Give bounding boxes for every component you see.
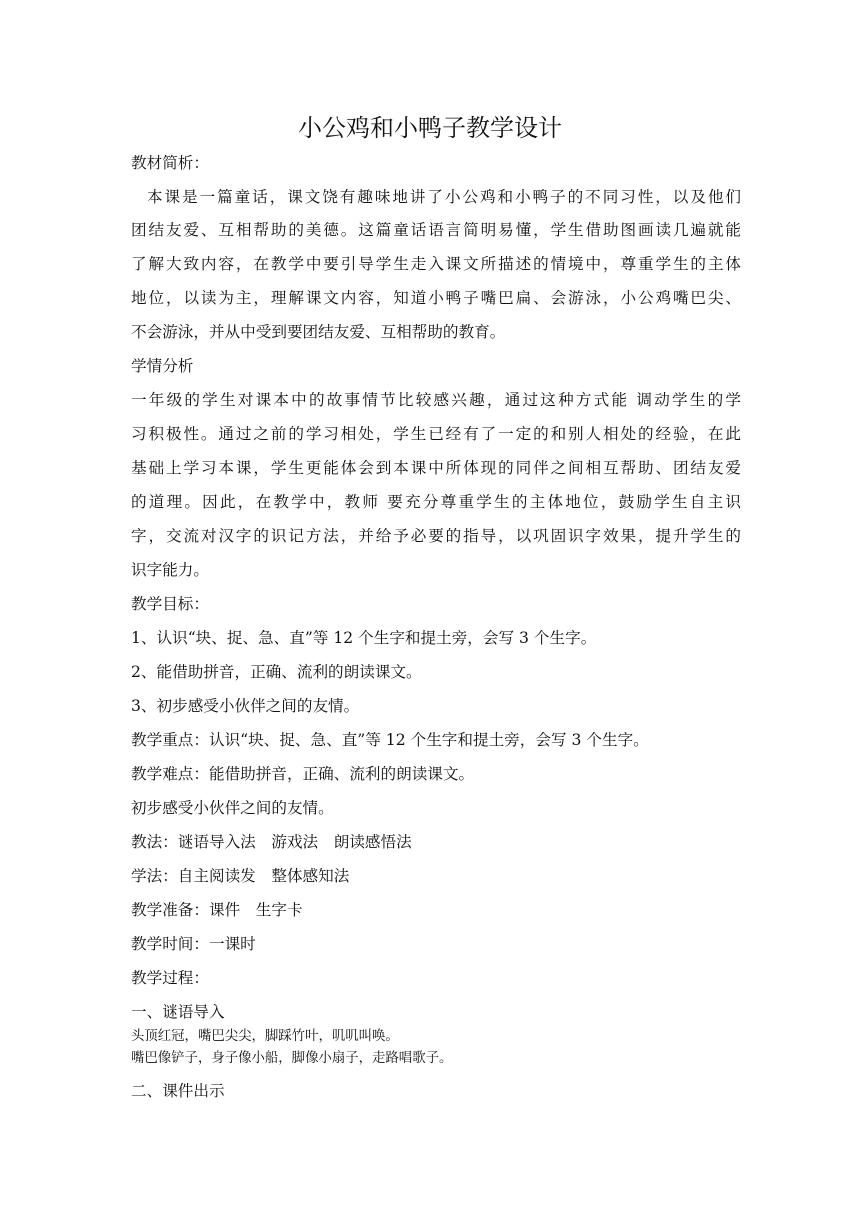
goal-item: 1、认识“块、捉、急、直”等 12 个生字和提土旁，会写 3 个生字。 — [131, 629, 597, 647]
difficulty: 教学难点：能借助拼音，正确、流利的朗读课文。 — [131, 765, 475, 783]
analysis-heading: 学情分析 — [131, 357, 194, 375]
goal-item: 2、能借助拼音，正确、流利的朗读课文。 — [131, 663, 422, 681]
material-line: 本课是一篇童话，课文饶有趣味地讲了小公鸡和小鸭子的不同习性，以及他们 — [147, 188, 741, 206]
analysis-line: 基础上学习本课，学生更能体会到本课中所体现的同伴之间相互帮助、团结友爱 — [131, 459, 741, 477]
key-point: 教学重点：认识“块、捉、急、直”等 12 个生字和提土旁，会写 3 个生字。 — [131, 731, 649, 749]
analysis-line: 一年级的学生对课本中的故事情节比较感兴趣，通过这种方式能 调动学生的学 — [131, 391, 741, 409]
riddle-line: 嘴巴像铲子，身子像小船，脚像小扇子，走路唱歌子。 — [131, 1051, 453, 1066]
difficulty-continued: 初步感受小伙伴之间的友情。 — [131, 799, 334, 817]
riddle-line: 头顶红冠，嘴巴尖尖，脚踩竹叶，叽叽叫唤。 — [131, 1029, 399, 1044]
analysis-line: 字，交流对汉字的识记方法，并给予必要的指导，以巩固识字效果，提升学生的 — [131, 527, 741, 545]
step-one-heading: 一、谜语导入 — [131, 1003, 225, 1021]
step-two-heading: 二、课件出示 — [131, 1082, 225, 1100]
analysis-line: 的道理。因此，在教学中，教师 要充分尊重学生的主体地位，鼓励学生自主识 — [131, 493, 741, 511]
goals-heading: 教学目标： — [131, 595, 209, 613]
process-heading: 教学过程： — [131, 969, 209, 987]
material-line: 团结友爱、互相帮助的美德。这篇童话语言简明易懂，学生借助图画读几遍就能 — [131, 221, 741, 239]
teaching-preparation: 教学准备：课件 生字卡 — [131, 901, 303, 919]
material-heading: 教材简析： — [131, 154, 209, 172]
document-title: 小公鸡和小鸭子教学设计 — [298, 114, 562, 142]
analysis-line: 习积极性。通过之前的学习相处，学生已经有了一定的和别人相处的经验，在此 — [131, 425, 741, 443]
material-line: 了解大致内容，在教学中要引导学生走入课文所描述的情境中，尊重学生的主体 — [131, 255, 741, 273]
material-line: 地位，以读为主，理解课文内容，知道小鸭子嘴巴扁、会游泳，小公鸡嘴巴尖、 — [131, 289, 741, 307]
material-line: 不会游泳，并从中受到要团结友爱、互相帮助的教育。 — [131, 323, 506, 341]
learning-methods: 学法：自主阅读发 整体感知法 — [131, 867, 350, 885]
goal-item: 3、初步感受小伙伴之间的友情。 — [131, 697, 360, 715]
teaching-time: 教学时间：一课时 — [131, 935, 256, 953]
teaching-methods: 教法：谜语导入法 游戏法 朗读感悟法 — [131, 833, 412, 851]
analysis-line: 识字能力。 — [131, 561, 209, 579]
